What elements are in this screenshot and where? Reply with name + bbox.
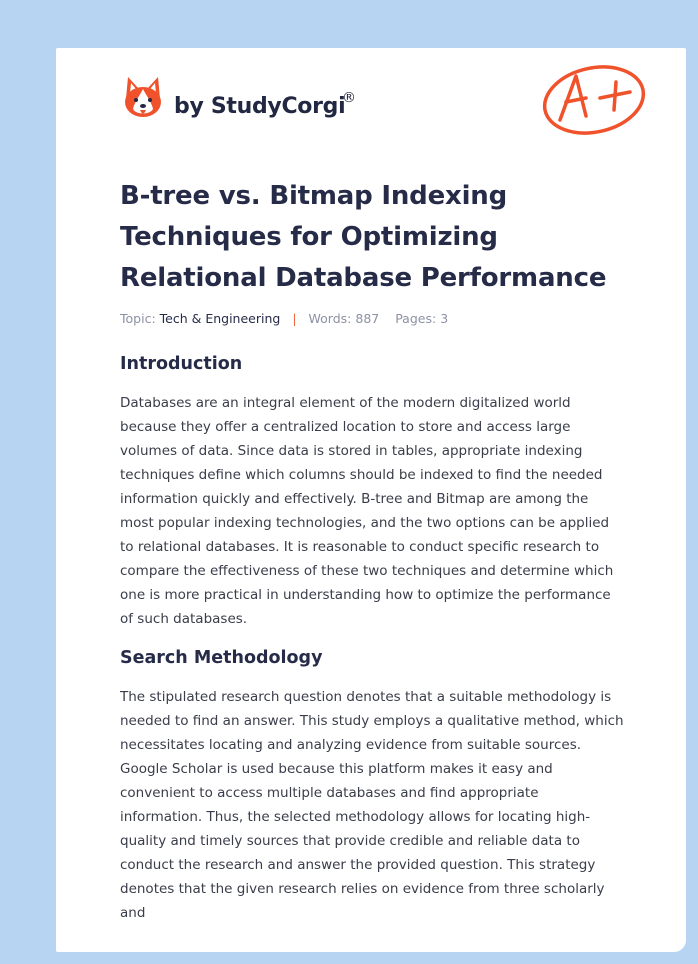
meta-separator: |	[292, 311, 297, 326]
text-line: needed to find an answer. This study employs a qualitative method, which	[120, 713, 624, 729]
text-line: information. Thus, the selected methodology allows for locating high-	[120, 809, 591, 825]
text-line: quality and timely sources that provide credible and reliable data to	[120, 833, 580, 849]
corgi-logo-icon[interactable]	[122, 76, 164, 120]
words-label: Words:	[308, 311, 352, 326]
section-heading: Introduction	[120, 354, 243, 374]
text-line: and	[120, 905, 146, 921]
document-title: B-tree vs. Bitmap Indexing Techniques for Optimizing Relational Database Performance	[120, 181, 607, 293]
document-page	[56, 48, 686, 952]
text-line: one is more practical in understanding how to optimize the performance	[120, 587, 611, 603]
section-heading: Search Methodology	[120, 648, 323, 668]
section-paragraph	[120, 685, 636, 925]
pages-label: Pages:	[395, 311, 437, 326]
text-line: because they offer a centralized location to store and access large	[120, 419, 571, 435]
words-value: 887	[355, 311, 380, 326]
text-line: compare the effectiveness of these two techniques and determine which	[120, 563, 614, 579]
text-line: denotes that the given research relies on evidence from three scholarly	[120, 881, 605, 897]
topic-link[interactable]: Tech & Engineering	[159, 311, 281, 326]
registered-mark: ®	[342, 90, 356, 106]
topic-label: Topic:	[120, 311, 156, 326]
text-line: of such databases.	[120, 611, 248, 627]
text-line: Databases are an integral element of the modern digitalized world	[120, 395, 571, 411]
text-line: volumes of data. Since data is stored in tables, appropriate indexing	[120, 443, 583, 459]
text-line: The stipulated research question denotes that a suitable methodology is	[120, 689, 612, 705]
text-line: Google Scholar is used because this platform makes it easy and	[120, 761, 553, 777]
text-line: necessitates locating and analyzing evidence from suitable sources.	[120, 737, 582, 753]
a-plus-grade-icon	[540, 60, 650, 146]
text-line: techniques define which columns should be indexed to find the needed	[120, 467, 603, 483]
text-line: conduct the research and answer the provided question. This strategy	[120, 857, 596, 873]
section-paragraph	[120, 391, 636, 631]
text-line: convenient to access multiple databases and find appropriate	[120, 785, 539, 801]
pages-value: 3	[440, 311, 449, 326]
text-line: information quickly and effectively. B-tree and Bitmap are among the	[120, 491, 589, 507]
text-line: most popular indexing technologies, and the two options can be applied	[120, 515, 610, 531]
document-meta	[120, 311, 448, 326]
brand-name[interactable]: by StudyCorgi	[174, 94, 346, 119]
text-line: to relational databases. It is reasonable to conduct specific research to	[120, 539, 600, 555]
